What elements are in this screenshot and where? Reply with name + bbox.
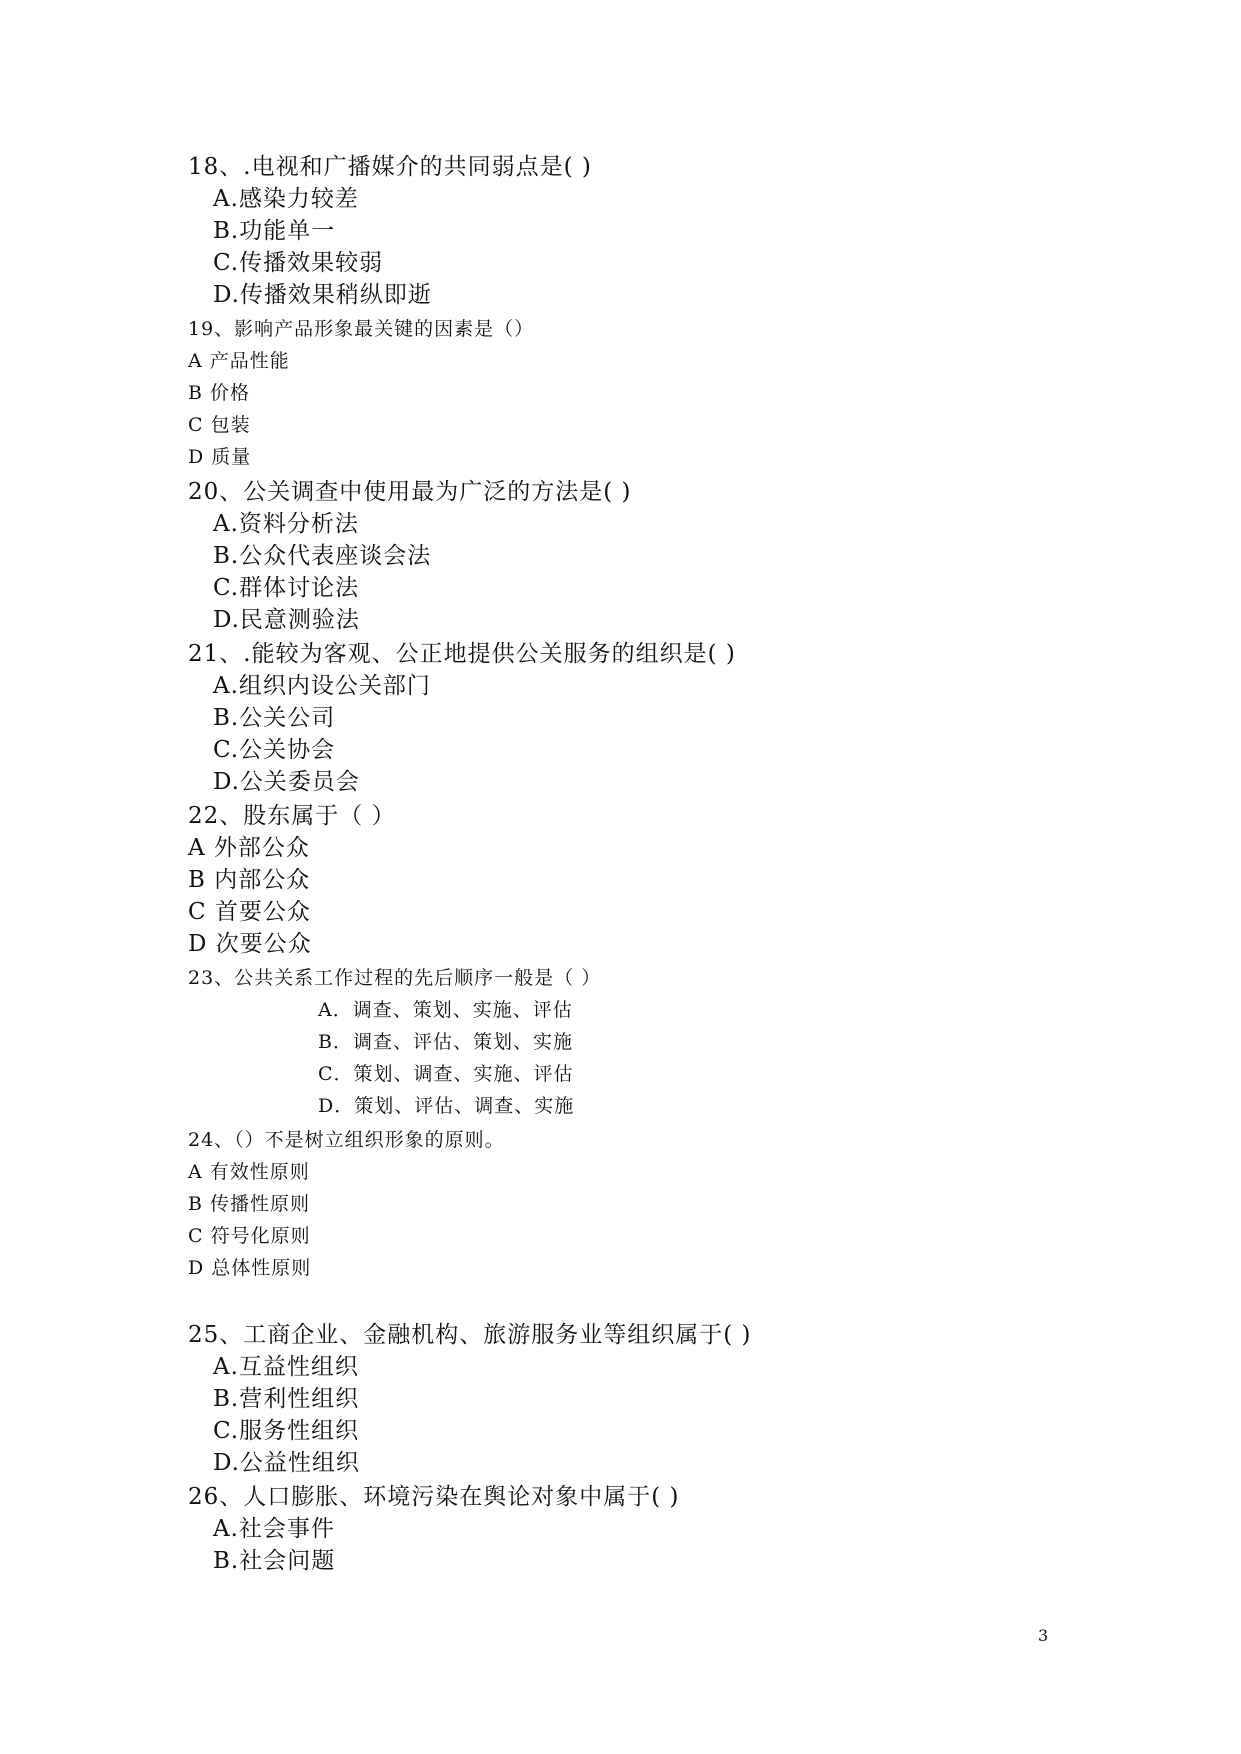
- question-19: [188, 313, 534, 473]
- option-d: D.传播效果稍纵即逝: [213, 282, 432, 308]
- option-d: D 总体性原则: [188, 1257, 312, 1279]
- question-23: [188, 962, 601, 1122]
- question-24: [188, 1124, 505, 1284]
- question-22: [188, 800, 396, 960]
- option-a: A 外部公众: [188, 835, 310, 861]
- question-20: [188, 476, 632, 636]
- question-stem: 26、人口膨胀、环境污染在舆论对象中属于( ): [188, 1484, 680, 1510]
- option-d: D.公益性组织: [213, 1450, 360, 1476]
- question-stem: 19、影响产品形象最关键的因素是（）: [188, 318, 535, 340]
- option-c: C 首要公众: [188, 899, 311, 925]
- option-b: B 内部公众: [188, 867, 311, 893]
- option-c: C.公关协会: [213, 737, 336, 763]
- question-stem: 24、（）不是树立组织形象的原则。: [188, 1129, 505, 1151]
- question-stem: 18、.电视和广播媒介的共同弱点是( ): [188, 154, 592, 180]
- option-a: A.组织内设公关部门: [213, 673, 431, 699]
- option-a: A.感染力较差: [213, 186, 359, 212]
- option-a: A．调查、策划、实施、评估: [318, 999, 573, 1021]
- option-d: D.民意测验法: [213, 607, 360, 633]
- option-a: A 产品性能: [188, 350, 290, 372]
- option-a: A 有效性原则: [188, 1161, 310, 1183]
- option-d: D.公关委员会: [213, 769, 360, 795]
- option-a: A.资料分析法: [213, 511, 359, 537]
- option-b: B.营利性组织: [213, 1386, 360, 1412]
- question-26: [188, 1481, 680, 1577]
- option-b: B 传播性原则: [188, 1193, 311, 1215]
- option-b: B.公众代表座谈会法: [213, 543, 432, 569]
- page-number: 3: [1038, 1626, 1049, 1645]
- question-stem: 20、公关调查中使用最为广泛的方法是( ): [188, 479, 632, 505]
- question-stem: 25、工商企业、金融机构、旅游服务业等组织属于( ): [188, 1322, 752, 1348]
- question-stem: 21、.能较为客观、公正地提供公关服务的组织是( ): [188, 641, 736, 667]
- option-b: B.社会问题: [213, 1548, 336, 1574]
- option-b: B．调查、评估、策划、实施: [318, 1031, 573, 1053]
- option-b: B.功能单一: [213, 218, 336, 244]
- option-b: B.公关公司: [213, 705, 336, 731]
- question-18: [188, 151, 592, 311]
- question-21: [188, 638, 736, 798]
- question-stem: 23、公共关系工作过程的先后顺序一般是（ ）: [188, 967, 602, 989]
- option-d: D 质量: [188, 446, 252, 468]
- option-c: C 包装: [188, 414, 251, 436]
- option-c: C 符号化原则: [188, 1225, 311, 1247]
- option-c: C.传播效果较弱: [213, 250, 384, 276]
- option-a: A.互益性组织: [213, 1354, 359, 1380]
- option-b: B 价格: [188, 382, 251, 404]
- option-d: D 次要公众: [188, 931, 312, 957]
- option-a: A.社会事件: [213, 1516, 335, 1542]
- question-25: [188, 1319, 752, 1479]
- option-c: C.群体讨论法: [213, 575, 360, 601]
- option-d: D．策划、评估、调查、实施: [318, 1095, 575, 1117]
- option-c: C.服务性组织: [213, 1418, 360, 1444]
- question-stem: 22、股东属于（ ）: [188, 803, 396, 829]
- option-c: C．策划、调查、实施、评估: [318, 1063, 574, 1085]
